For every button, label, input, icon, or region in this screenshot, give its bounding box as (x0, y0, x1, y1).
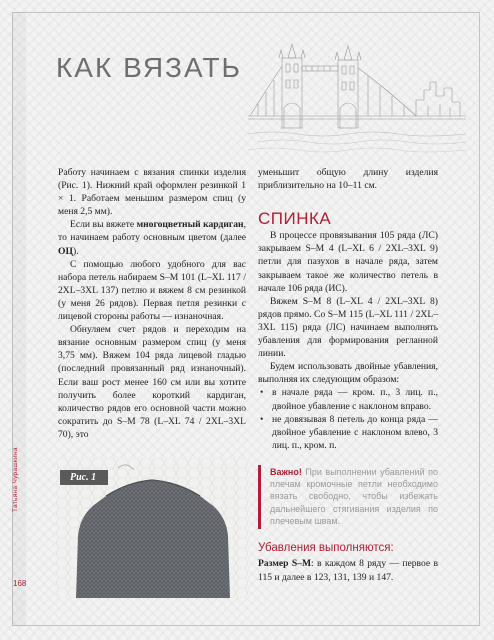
multicolor-paragraph (58, 218, 246, 257)
note-text: При выполнении убавлений по плечам кромочные петли необходимо вязать свободно, чтобы избежать дальнейшего стягивания изделия по плечевым швам. (270, 466, 438, 527)
cast-on-paragraph: С помощью любого удобного для вас набора петель набираем S–M 101 (L–XL 117 / 2XL–3XL 137) петлю и вяжем 8 см резинкой (у меня 26 рядов). Первая петля резинки с лицевой стороны работы — изнаночная. (58, 258, 246, 323)
size-label: Размер S–M (258, 558, 312, 570)
continued-paragraph: уменьшит общую длину изделия приблизительно на 10–11 см. (258, 167, 438, 192)
row-count-paragraph: Обнуляем счет рядов и переходим на вязание основным размером спиц (у меня 3,75 мм). Вяжем 104 ряда лицевой гладью (последний провязанный ряд изнаночный). Если ваш рост менее 160 см или вы хотите получить более короткий кардиган, количество рядов его основной части можно сократить до S–M 78 (L–XL 74 / 2XL–3XL 70), это (58, 324, 246, 440)
sidebar-author: Татьяна Чурашкина (12, 447, 19, 512)
sidebar-strip (12, 12, 26, 626)
armhole-paragraph: В процессе провязывания 105 ряда (ЛС) закрываем S–M 4 (L–XL 6 / 2XL–3XL 9) петли для пазухов в начале ряда, затем закрываем такое же количество петель в начале 106 ряда (ИС). (258, 230, 438, 294)
multicolor-text-a: Если вы вяжете (70, 219, 137, 231)
list-item: • не довязывая 8 петель до конца ряда — двойное убавление с наклоном влево, 3 лиц. п., кром. п. (258, 413, 438, 452)
important-note (258, 465, 438, 529)
raglan-paragraph: Вяжем S–M 8 (L–XL 4 / 2XL–3XL 8) рядов прямо. Со S–M 115 (L–XL 111 / 2XL–3XL 115) ряда (ЛС) начинаем выполнять убавления для формирования регланной линии. (258, 295, 438, 360)
decrease-intro-paragraph: Будем использовать двойные убавления, выполняя их следующим образом: (258, 361, 438, 386)
page-number: 168 (13, 579, 27, 588)
figure-knitted-back (56, 458, 248, 598)
size-text: : в каждом 8 ряду — первое в 115 и далее в 123, 131, 139 и 147. (258, 558, 439, 583)
size-paragraph (258, 557, 438, 583)
list-item: • в начале ряда — кром. п., 3 лиц. п., двойное убавление с наклоном вправо. (258, 386, 438, 412)
intro-paragraph: Работу начинаем с вязания спинки изделия (Рис. 1). Нижний край оформлен резинкой 1 × 1. Работаем меньшим размером спиц (у меня 2,5 мм). (58, 167, 246, 218)
left-column (58, 166, 246, 441)
main-color-code: ОЦ (58, 245, 73, 257)
multicolor-text-c: ). (72, 245, 79, 257)
figure-label: Рис. 1 (60, 470, 108, 485)
decrease-list (258, 386, 438, 451)
decreases-subheading: Убавления выполняются: (258, 542, 394, 555)
page-title: КАК ВЯЗАТЬ (56, 52, 242, 83)
right-column (258, 166, 438, 584)
multicolor-term: многоцветный кардиган (136, 219, 244, 231)
note-label: Важно! (270, 466, 302, 477)
multicolor-text-b: , то начинаем работу основным цветом (далее (58, 219, 246, 244)
tower-bridge-illustration (248, 30, 466, 156)
section-heading-back: СПИНКА (258, 209, 332, 229)
